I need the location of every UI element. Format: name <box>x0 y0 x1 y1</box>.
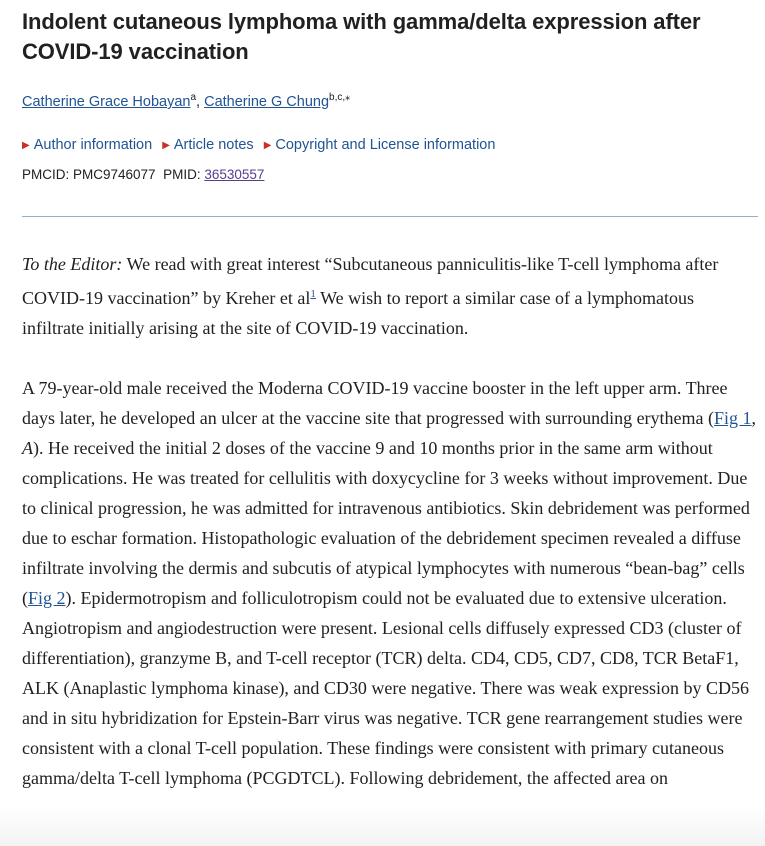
author-list: Catherine Grace Hobayan$^a$, Catherine G Chung$^{b,c,⁎}$ <box>22 92 351 110</box>
author-link-chung[interactable]: Catherine G Chung <box>204 94 330 110</box>
figure-2-link[interactable]: Fig 2 <box>28 588 66 608</box>
article <box>22 0 758 788</box>
article-notes-toggle[interactable]: ▶ Article notes <box>162 137 254 153</box>
article-meta-links <box>22 135 758 156</box>
article-ids <box>22 165 758 185</box>
article-body <box>22 249 758 823</box>
caret-right-icon: ▶ <box>263 140 272 151</box>
pmid-label: PMID: <box>163 167 201 182</box>
section-divider <box>22 216 758 217</box>
figure-1-link[interactable]: Fig 1 <box>714 408 752 428</box>
author-affiliation-a: a <box>190 92 197 103</box>
pmid-link[interactable]: 36530557 <box>204 167 265 182</box>
article-title: Indolent cutaneous lymphoma with gamma/delta expression after COVID-19 vaccination <box>22 9 701 64</box>
copyright-toggle[interactable]: ▶ Copyright and License information <box>263 137 496 153</box>
paragraph-1: To the Editor: We read with great interest “Subcutaneous panniculitis-like T-cell lymphoma after COVID-19 vaccination” by Kreher et $al^1$ We wish to report a similar case of a lymphomatous infiltrate initially arising at the site of COVID-19 vaccination. <box>22 254 719 338</box>
caret-right-icon: ▶ <box>162 140 170 151</box>
pmcid: PMCID: PMC9746077 <box>22 167 156 182</box>
reference-link-1[interactable]: 1 <box>310 288 316 300</box>
author-affiliation-bc: b,c,⁎ <box>329 92 351 103</box>
author-link-hobayan[interactable]: Catherine Grace Hobayan <box>22 94 191 110</box>
author-information-toggle[interactable]: ▶ Author information <box>22 137 153 153</box>
caret-right-icon: ▶ <box>22 140 30 151</box>
paragraph-2: A 79-year-old male received the Moderna COVID-19 vaccine booster in the left upper arm. Three days later, he developed an ulcer at the vaccine site that progressed with surrounding erythema (Fig 1, A). He received the initial 2 doses of the vaccine 9 and 10 months prior in the same arm without complications. He was treated for cellulitis with doxycycline for 3 weeks without improvement. Due to clinical progression, he was admitted for intravenous antibiotics. Skin debridement was performed due to eschar formation. Histopathologic evaluation of the debridement specimen revealed a diffuse infiltrate involving the dermis and subcutis of atypical lymphocytes with numerous “bean-bag” cells (Fig 2). Epidermotropism and folliculotropism could not be evaluated due to extensive ulceration. Angiotropism and angiodestruction were present. Lesional cells diffusely expressed CD3 (cluster of differentiation), granzyme B, and T-cell receptor (TCR) delta. CD4, CD5, CD7, CD8, TCR BetaF1, ALK (Anaplastic lymphoma kinase), and CD30 were negative. There was weak expression by CD56 and in situ hybridization for Epstein-Barr virus was negative. TCR gene rearrangement studies were consistent with a clonal T-cell population. These findings were consistent with primary cutaneous gamma/delta T-cell lymphoma (PCGDTCL). Following debridement, the affected area on <box>22 378 757 788</box>
salutation: To the Editor: <box>22 254 123 274</box>
